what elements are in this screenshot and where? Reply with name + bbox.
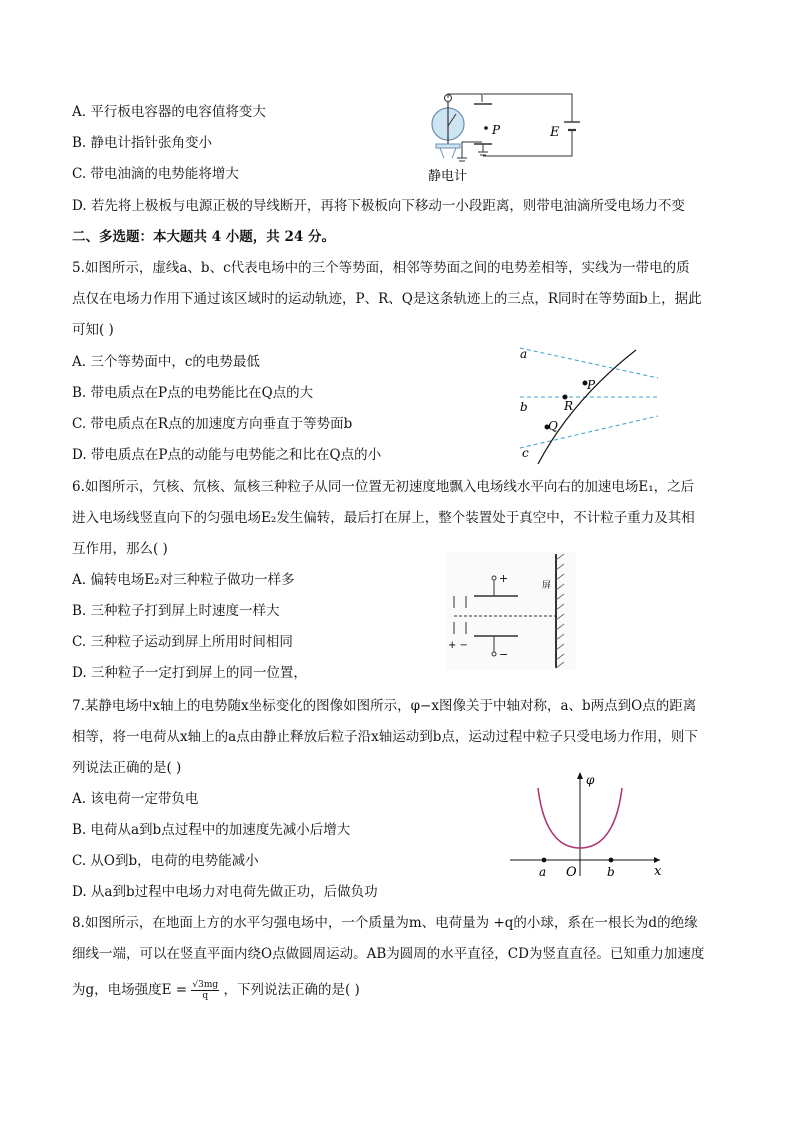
- q4-circuit-figure: [422, 92, 582, 184]
- q8-stem-part-b: ，下列说法正确的是( ): [223, 982, 360, 998]
- svg-text:c: c: [522, 446, 529, 460]
- q6-stem-line2: 进入电场线竖直向下的匀强电场E₂发生偏转，最后打在屏上，整个装置处于真空中，不计粒子重力及其相: [72, 510, 695, 526]
- q7-phi-x-graph: [508, 768, 668, 880]
- svg-text:b: b: [607, 865, 615, 879]
- q5-trajectory-figure: [512, 340, 664, 465]
- q7-stem-line2: 相等，将一电荷从x轴上的a点由静止释放后粒子沿x轴运动到b点，运动过程中粒子只受电场力作用，则下: [72, 729, 698, 745]
- label-e: E: [550, 125, 560, 140]
- x-axis-label: x: [654, 864, 662, 879]
- svg-text:b: b: [520, 400, 528, 414]
- svg-text:+: +: [499, 572, 509, 585]
- q5-stem-line3: 可知( ): [72, 322, 114, 338]
- q7-option-b: B. 电荷从a到b点过程中的加速度先减小后增大: [72, 822, 351, 838]
- q4-option-b: B. 静电计指针张角变小: [72, 135, 213, 151]
- q6-option-a: A. 偏转电场E₂对三种粒子做功一样多: [72, 572, 295, 588]
- q8-stem-part-a: 为g，电场强度E =: [72, 982, 188, 998]
- section-heading: 二、多选题：本大题共 4 小题，共 24 分。: [72, 229, 335, 245]
- svg-text:R: R: [564, 399, 574, 413]
- svg-text:Q: Q: [548, 419, 558, 433]
- q5-option-c: C. 带电质点在R点的加速度方向垂直于等势面b: [72, 416, 353, 432]
- q7-option-a: A. 该电荷一定带负电: [72, 791, 199, 807]
- fraction-numerator: √3mg: [192, 980, 219, 990]
- q7-option-c: C. 从O到b，电荷的电势能减小: [72, 853, 259, 869]
- q6-option-b: B. 三种粒子打到屏上时速度一样大: [72, 603, 280, 619]
- q8-stem-line2: 细线一端，可以在竖直平面内绕O点做圆周运动。AB为圆周的水平直径，CD为竖直直径。已知重力加速度: [72, 946, 705, 962]
- phi-axis-label: φ: [586, 773, 595, 787]
- svg-text:O: O: [566, 865, 577, 880]
- q6-deflection-figure: [446, 552, 576, 670]
- electrometer-caption: 静电计: [428, 169, 468, 184]
- q7-stem-line3: 列说法正确的是( ): [72, 760, 182, 776]
- svg-text:+ −: + −: [448, 640, 468, 651]
- q5-option-a: A. 三个等势面中，c的电势最低: [72, 354, 260, 370]
- q7-option-d: D. 从a到b过程中电场力对电荷先做正功，后做负功: [72, 884, 378, 900]
- trajectory-curve: [538, 350, 636, 464]
- svg-text:a: a: [539, 865, 547, 879]
- field-strength-fraction: [191, 980, 219, 1001]
- q5-option-b: B. 带电质点在P点的电势能比在Q点的大: [72, 385, 314, 401]
- q6-stem-line3: 互作用，那么( ): [72, 541, 168, 557]
- q5-stem-line1: 5.如图所示，虚线a、b、c代表电场中的三个等势面，相邻等势面之间的电势差相等，实线为一带电的质: [72, 260, 690, 276]
- q4-option-c: C. 带电油滴的电势能将增大: [72, 166, 239, 182]
- q7-stem-line1: 7.某静电场中x轴上的电势随x坐标变化的图像如图所示，φ−x图像关于中轴对称，a、b两点到O点的距离: [72, 698, 697, 714]
- screen-label: 屏: [542, 581, 552, 591]
- fraction-denominator: q: [202, 991, 209, 1001]
- q5-option-d: D. 带电质点在P点的动能与电势能之和比在Q点的小: [72, 447, 382, 463]
- svg-text:P: P: [587, 378, 596, 392]
- svg-text:−: −: [499, 648, 509, 661]
- q6-option-c: C. 三种粒子运动到屏上所用时间相同: [72, 634, 293, 650]
- q4-option-d: D. 若先将上极板与电源正极的导线断开，再将下极板向下移动一小段距离，则带电油滴所受电场力不变: [72, 198, 685, 214]
- q8-stem-line1: 8.如图所示，在地面上方的水平匀强电场中，一个质量为m、电荷量为 +q的小球，系在一根长为d的绝缘: [72, 915, 698, 931]
- q5-stem-line2: 点仅在电场力作用下通过该区域时的运动轨迹，P、R、Q是这条轨迹上的三点，R同时在等势面b上，据此: [72, 291, 702, 307]
- label-p: P: [492, 123, 501, 137]
- q8-stem-line3: [72, 980, 360, 1001]
- svg-text:a: a: [520, 347, 528, 361]
- q4-option-a: A. 平行板电容器的电容值将变大: [72, 104, 266, 120]
- q6-stem-line1: 6.如图所示，氕核、氘核、氚核三种粒子从同一位置无初速度地飘入电场线水平向右的加速电场E₁，之后: [72, 479, 695, 495]
- q6-option-d: D. 三种粒子一定打到屏上的同一位置，: [72, 665, 307, 681]
